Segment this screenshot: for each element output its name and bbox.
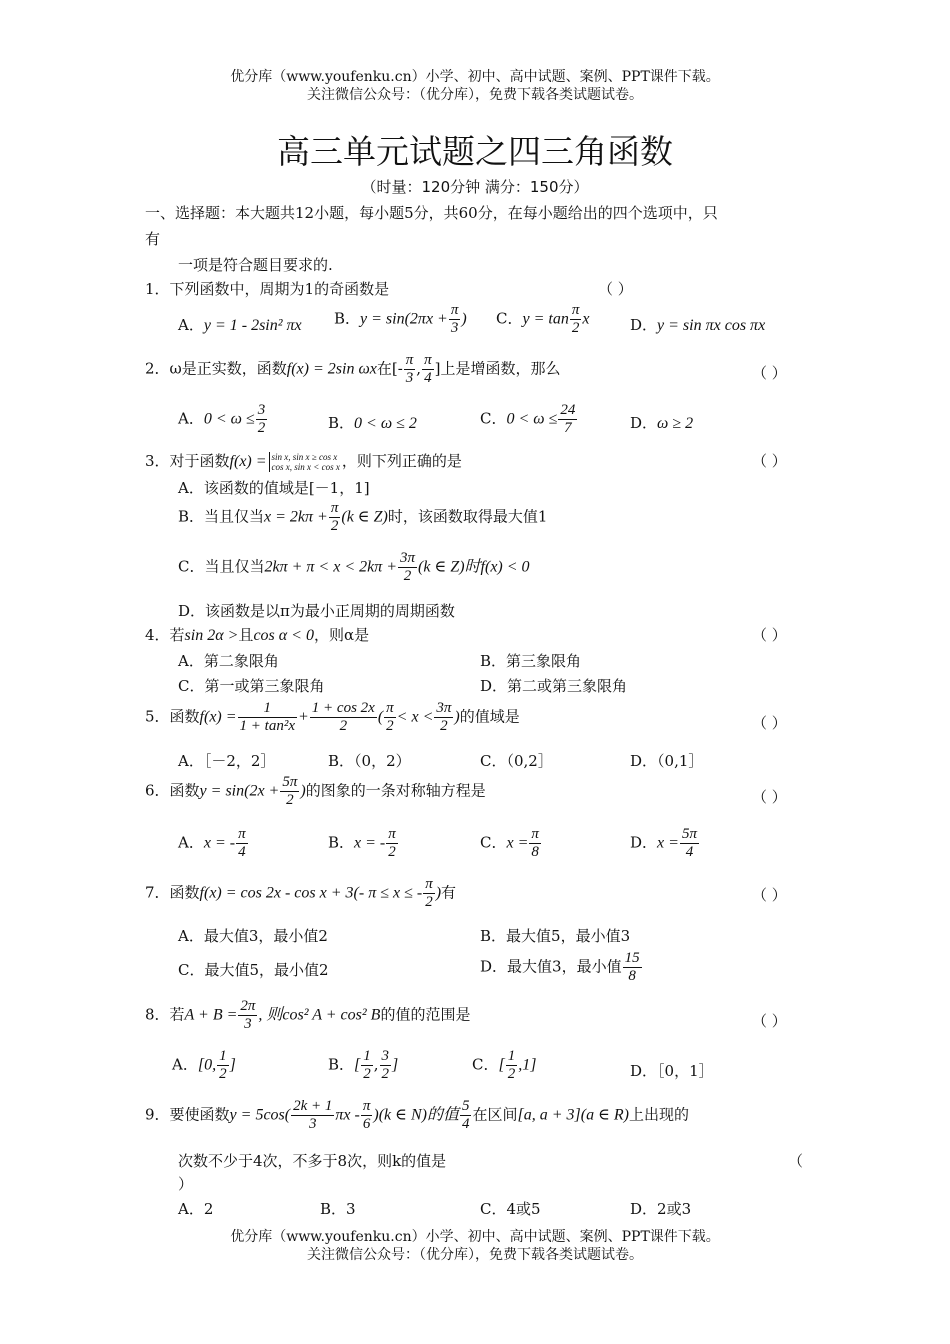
question-9-option-b: B．3 [320,1200,356,1218]
answer-paren-5: （ ） [752,714,787,732]
header-line-1: 优分库（www.youfenku.cn）小学、初中、高中试题、案例、PPT课件下载。 [230,69,720,85]
question-3-option-b: B．当且仅当x = 2kπ + $\frac{\pi}{2}$ (k ∈ Z)时，该函数取得最大值1 [178,500,548,534]
question-3-option-d: D．该函数是以π为最小正周期的周期函数 [178,602,455,620]
question-9-option-a: A．2 [178,1200,214,1218]
question-7-option-b: B．最大值5，最小值3 [480,927,631,945]
section-instruction-wrap: 有 [145,230,161,248]
answer-paren-1: （ ） [598,280,633,298]
option-b: B．y = sin(2πx + $\frac{\pi}{3}$ ) [334,302,467,336]
question-7-option-a: A．最大值3，最小值2 [178,927,328,945]
question-4-stem: 4．若sin 2α >且cos α < 0，则α是 [145,626,370,644]
question-7-stem: 7．函数f(x) = cos 2x - cos x + 3(- π ≤ x ≤ - $\frac{\pi}{2}$ )有 [145,876,457,910]
option-a: A．y = 1 - 2sin² πx [178,316,302,334]
question-9-stem-line-2: 次数不少于4次，不多于8次，则k的值是 [178,1152,447,1170]
question-2-stem: 2．ω是正实数，函数f(x) = 2sin ωx在[- $\frac{\pi}{3}$ , $\frac{\pi}{4}$ ]上是增函数，那么 [145,352,561,386]
footer-line-1: 优分库（www.youfenku.cn）小学、初中、高中试题、案例、PPT课件下载。 [230,1229,720,1245]
option-c: C．y = tan $\frac{\pi}{2}$ x [496,302,590,336]
question-1-stem: 1．下列函数中，周期为1的奇函数是 [145,280,390,298]
option-d: D．y = sin πx cos πx [630,316,766,334]
option-a: A．0 < ω ≤ $\frac{3}{2}$ [178,402,266,436]
answer-paren-9-right: ） [178,1175,194,1193]
option-d: D．x = $\frac{5\pi}{4}$ [630,826,697,860]
answer-paren-7: （ ） [752,886,787,904]
question-5-stem: 5．函数f(x) = $\frac{1}{\text{1 + tan²x}}$ + $\frac{1 + \cos 2x}{2}$ ( $\frac{\pi}{2}$ < x < $\frac{3\pi}{2}$ )的值域是 [145,700,520,734]
question-5-option-c: C．（0,2］ [480,752,553,770]
question-5-option-b: B．（0，2） [328,752,411,770]
question-5-option-a: A．［－2，2］ [178,752,276,770]
option-b: B．x = - $\frac{\pi}{2}$ [328,826,396,860]
question-7-option-d: D．最大值3，最小值 $\frac{15}{8}$ [480,950,640,984]
option-c: C．x = $\frac{\pi}{8}$ [480,826,539,860]
question-4-option-d: D．第二或第三象限角 [480,677,628,695]
question-3-option-c: C．当且仅当2kπ + π < x < 2kπ + $\frac{3\pi}{2}$ (k ∈ Z)时f(x) < 0 [178,550,530,584]
question-6-stem: 6．函数y = sin(2x + $\frac{5\pi}{2}$ )的图象的一条对称轴方程是 [145,774,486,808]
option-c: C．0 < ω ≤ $\frac{24}{7}$ [480,402,576,436]
question-4-option-a: A．第二象限角 [178,652,279,670]
answer-paren-3: （ ） [752,452,787,470]
answer-paren-4: （ ） [752,626,787,644]
option-b: B．0 < ω ≤ 2 [328,414,417,432]
question-4-option-c: C．第一或第三象限角 [178,677,325,695]
option-d: D．［0，1］ [630,1062,714,1080]
option-b: B．[ $\frac{1}{2}$ , $\frac{3}{2}$ ] [328,1048,399,1082]
option-c: C．[ $\frac{1}{2}$ ,1] [472,1048,537,1082]
question-9-option-d: D．2或3 [630,1200,692,1218]
question-7-option-c: C．最大值5，最小值2 [178,961,329,979]
footer-line-2: 关注微信公众号：（优分库），免费下载各类试题试卷。 [307,1247,643,1263]
question-4-option-b: B．第三象限角 [480,652,582,670]
section-instruction: 一、选择题：本大题共12小题，每小题5分，共60分，在每小题给出的四个选项中，只 [145,204,718,222]
question-5-option-d: D．（0,1］ [630,752,704,770]
question-9-option-c: C．4或5 [480,1200,541,1218]
question-3-option-a: A．该函数的值域是[－1，1] [178,479,370,497]
section-instruction-2: 一项是符合题目要求的. [178,256,333,274]
answer-paren-6: （ ） [752,788,787,806]
option-a: A．x = - $\frac{\pi}{4}$ [178,826,246,860]
question-9-stem: 9．要使函数y = 5cos( $\frac{2k + 1}{3}$ πx - $\frac{\pi}{6}$ )(k ∈ N)的值 $\frac{5}{4}$ 在区间[a, a + 3](a ∈ R)上出现的 [145,1098,690,1132]
option-a: A．[0, $\frac{1}{2}$ ] [172,1048,236,1082]
answer-paren-9-left: （ [788,1152,804,1170]
question-3-stem: 3．对于函数f(x) = sin x, sin x ≥ cos x cos x, sin x < cos x ，则下列正确的是 [145,452,462,472]
page-title: 高三单元试题之四三角函数 [277,132,673,171]
answer-paren-8: （ ） [752,1012,787,1030]
header-line-2: 关注微信公众号：（优分库），免费下载各类试题试卷。 [307,87,643,103]
option-d: D．ω ≥ 2 [630,414,694,432]
page-subtitle: （时量：120分钟 满分：150分） [361,178,589,196]
question-8-stem: 8．若A + B = $\frac{2\pi}{3}$ , 则cos² A + cos² B的值的范围是 [145,998,471,1032]
answer-paren-2: （ ） [752,364,787,382]
